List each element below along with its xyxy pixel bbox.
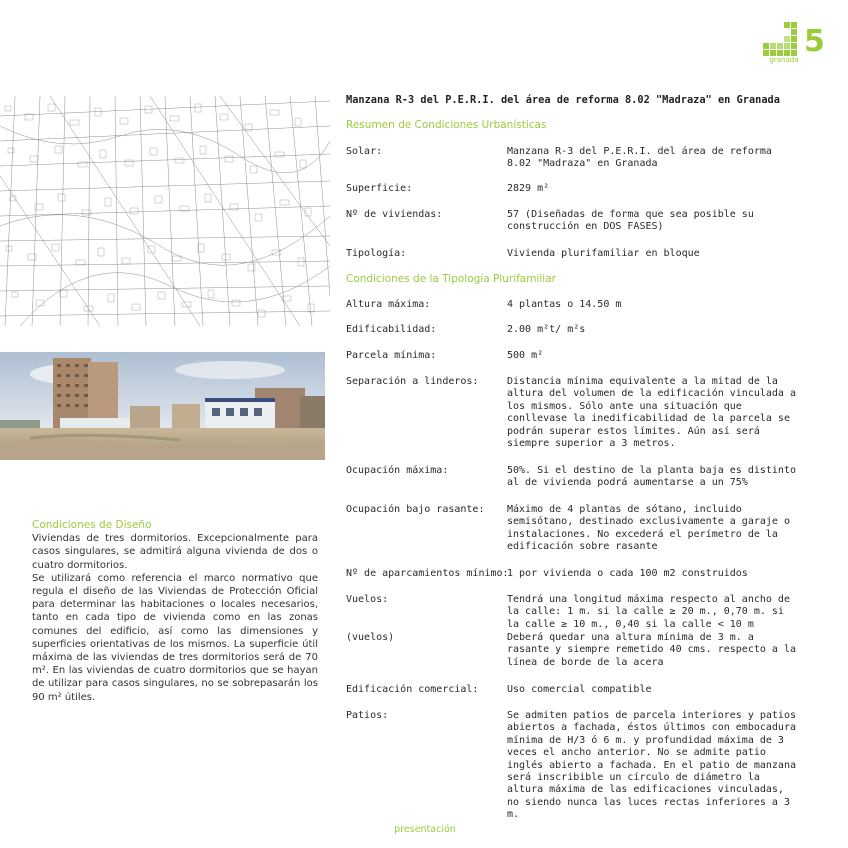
value-solar: Manzana R-3 del P.E.R.I. del área de reforma 8.02 "Madraza" en Granada [507, 146, 772, 170]
design-heading: Condiciones de Diseño [32, 519, 152, 531]
design-paragraph-1: Viviendas de tres dormitorios. Excepcionalmente para casos singulares, se admitirá alguna vivienda de dos o cuatro dormitorios. [32, 533, 318, 571]
logo-text: granada [769, 56, 799, 64]
label-solar: Solar: [346, 146, 383, 157]
design-paragraph-2: Se utilizará como referencia el marco normativo que regula el diseño de las Viviendas de Protección Oficial para determinar las habitaciones o locales necesarios, tanto en cada tipo de vivienda como en las zonas comunes del edificio, así como las dimensiones y superficies orientativas de los mismos. La superficie útil máxima de las viviendas de tres dormitorios será de 70 m². En las viviendas de cuatro dormitorios que se hayan de utilizar para casos singulares, no se sobrepasarán los 90 m² útiles. [32, 572, 318, 703]
value-superficie: 2829 m² [507, 183, 550, 194]
label-vuelos: Vuelos: [346, 594, 389, 605]
city-map [0, 96, 330, 326]
value-vuelos: Tendrá una longitud máxima respecto al ancho de la calle: 1 m. si la calle ≥ 20 m., 0,70 m. si la calle ≥ 10 m., 0,40 si la calle < 10 m [507, 594, 790, 630]
value-aparcamientos: 1 por vivienda o cada 100 m2 construidos [507, 568, 748, 579]
site-photo [0, 352, 325, 460]
value-comercial: Uso comercial compatible [507, 684, 652, 695]
label-comercial: Edificación comercial: [346, 684, 479, 695]
section-heading-typology: Condiciones de la Tipología Plurifamiliar [346, 273, 556, 285]
value-tipologia: Vivienda plurifamiliar en bloque [507, 248, 700, 259]
value-ocupacion: 50%. Si el destino de la planta baja es distinto al de vivienda podrá aumentarse a un 75% [507, 465, 796, 489]
value-ocupacion-bajo-rasante: Máximo de 4 plantas de sótano, incluido semisótano, destinado exclusivamente a garaje o instalaciones. No excederá el perímetro de la edificación sobre rasante [507, 504, 790, 553]
value-patios: Se admiten patios de parcela interiores y patios abiertos a fachada, éstos últimos con embocadura mínima de H/3 ó 6 m. y profundidad máxima de 3 veces el ancho anterior. No se admite patio inglés abierto a fachada. En el patio de manzana será inscribible un círculo de diámetro la altura máxima de las edificaciones vinculadas, no siendo nunca las luces rectas inferiores a 3 m. [507, 710, 796, 821]
label-edificabilidad: Edificabilidad: [346, 324, 437, 335]
label-parcela: Parcela mínima: [346, 350, 437, 361]
value-separacion: Distancia mínima equivalente a la mitad de la altura del volumen de la edificación vinculada a los mismos. Sólo ante una situación que conllevase la inedificabilidad de la parcela se podrán superar estos límites. Aún así será siempre superior a 3 metros. [507, 376, 796, 450]
design-conditions [32, 519, 318, 704]
value-viviendas: 57 (Diseñadas de forma que sea posible su construcción en DOS FASES) [507, 209, 754, 233]
label-ocupacion-bajo-rasante: Ocupación bajo rasante: [346, 504, 485, 515]
logo-number: 5 [804, 24, 825, 59]
section-heading-summary: Resumen de Condiciones Urbanísticas [346, 119, 547, 131]
label-vuelos-2: (vuelos) [346, 632, 395, 643]
label-viviendas: Nº de viviendas: [346, 209, 443, 220]
label-ocupacion: Ocupación máxima: [346, 465, 449, 476]
value-vuelos-2: Deberá quedar una altura mínima de 3 m. a rasante y siempre remetido 40 cms. respecto a la línea de borde de la acera [507, 632, 796, 668]
value-edificabilidad: 2.00 m²t/ m²s [507, 324, 586, 335]
value-parcela: 500 m² [507, 350, 544, 361]
label-altura: Altura máxima: [346, 299, 431, 310]
label-tipologia: Tipología: [346, 248, 407, 259]
footer-label: presentación [394, 824, 456, 835]
label-aparcamientos: Nº de aparcamientos mínimo: [346, 568, 509, 579]
page-title: Manzana R-3 del P.E.R.I. del área de reforma 8.02 "Madraza" en Granada [346, 94, 780, 106]
label-superficie: Superficie: [346, 183, 413, 194]
label-separacion: Separación a linderos: [346, 376, 479, 387]
value-altura: 4 plantas o 14.50 m [507, 299, 622, 310]
label-patios: Patios: [346, 710, 389, 721]
